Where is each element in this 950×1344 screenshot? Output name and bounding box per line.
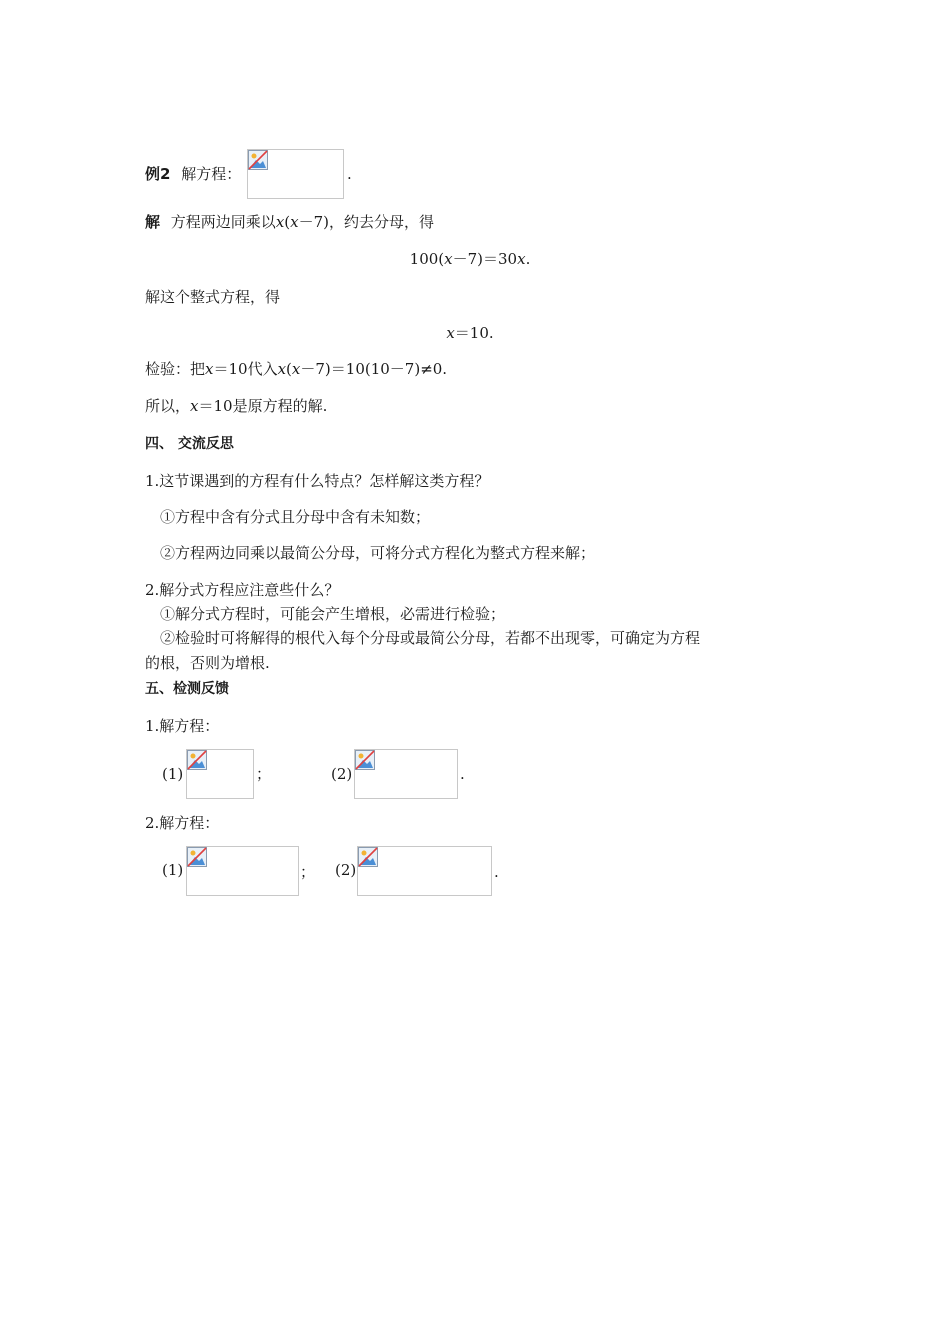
var-x: x [275, 213, 285, 231]
broken-image-icon [355, 750, 375, 770]
problem-2-item-2-label: (2) [335, 861, 357, 879]
broken-image-icon [187, 847, 207, 867]
problem-2-separator: ； [300, 863, 316, 881]
broken-image-icon [187, 750, 207, 770]
problem-1-item-1-image [186, 749, 254, 799]
check-part: －7)＝10(10－7)≠0. [300, 360, 448, 378]
problem-1: 1.解方程： [145, 717, 220, 735]
check-line [145, 359, 447, 379]
check-part: 检验：把 [145, 360, 206, 378]
solution-step1-tail: －7)，约去分母，得 [298, 213, 435, 231]
question-1: 1.这节课遇到的方程有什么特点？怎样解这类方程？ [145, 472, 490, 490]
example-prompt: 解方程： [181, 165, 242, 183]
problem-2-item-1-image [186, 846, 299, 896]
section-4-heading: 四、 交流反思 [145, 436, 234, 452]
var-x: x [444, 250, 453, 268]
problem-2-item-2-image [357, 846, 492, 896]
check-part: ( [286, 360, 292, 378]
problem-1-item-2-label: (2) [331, 765, 353, 783]
problem-2-end: . [494, 863, 499, 881]
broken-image-icon [248, 150, 268, 170]
var-x: x [517, 250, 526, 268]
question-2-point-b-line1: ②检验时可将解得的根代入每个分母或最简公分母，若都不出现零，可确定为方程 [160, 629, 701, 647]
var-x: x [290, 213, 299, 231]
paren: ( [284, 213, 291, 231]
example-2-line [145, 164, 241, 184]
conclusion-part: 所以， [145, 397, 191, 415]
eq1-part: . [525, 250, 531, 268]
var-x: x [446, 324, 455, 342]
var-x: x [291, 360, 301, 378]
question-2-point-a: ①解分式方程时，可能会产生增根，必需进行检验； [160, 605, 506, 623]
problem-2: 2.解方程： [145, 814, 220, 832]
var-x: x [190, 397, 199, 415]
conclusion-part: ＝10是原方程的解. [198, 397, 328, 415]
question-1-point-a: ①方程中含有分式且分母中含有未知数； [160, 508, 431, 526]
problem-1-item-1-label: (1) [162, 765, 184, 783]
eq1-part: －7)＝30 [452, 250, 518, 268]
question-2: 2.解分式方程应注意些什么？ [145, 581, 340, 599]
example-end-punct: . [347, 165, 352, 183]
var-x: x [277, 360, 287, 378]
broken-image-icon [358, 847, 378, 867]
check-part: ＝10代入 [213, 360, 278, 378]
solution-step1 [145, 212, 434, 232]
result-equation [145, 323, 795, 343]
result-tail: ＝10. [454, 324, 494, 342]
problem-1-end: . [460, 765, 465, 783]
question-2-point-b-line2: 的根，否则为增根. [145, 654, 270, 672]
solution-step2: 解这个整式方程，得 [145, 288, 281, 306]
solution-step1-text: 方程两边同乘以 [170, 213, 276, 231]
problem-1-separator: ； [256, 765, 272, 783]
solution-label: 解 [145, 213, 161, 231]
conclusion-line [145, 396, 327, 416]
problem-1-item-2-image [354, 749, 458, 799]
question-1-point-b: ②方程两边同乘以最简公分母，可将分式方程化为整式方程来解； [160, 544, 596, 562]
section-5-heading: 五、检测反馈 [145, 681, 229, 697]
eq1-part: 100( [409, 250, 445, 268]
var-x: x [205, 360, 214, 378]
problem-2-item-1-label: (1) [162, 861, 184, 879]
equation-1 [145, 249, 795, 269]
example-label: 例2 [145, 165, 171, 183]
equation-image [247, 149, 344, 199]
